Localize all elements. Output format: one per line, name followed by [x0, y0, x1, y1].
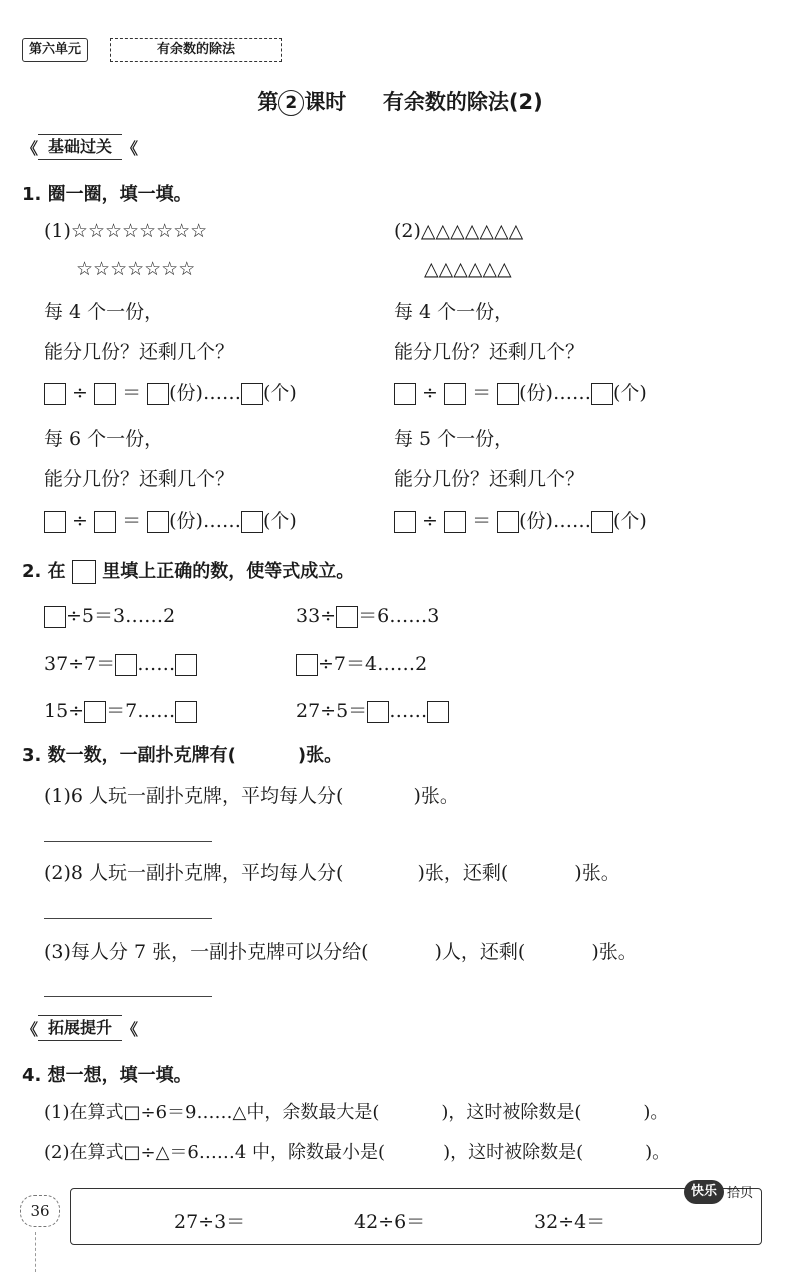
answer-box[interactable]	[591, 383, 613, 405]
q4-part1: (1)在算式□÷6＝9……△中，余数最大是( )，这时被除数是( )。	[44, 1102, 669, 1123]
q1-right-ask-b: 能分几份？还剩几个？	[394, 468, 585, 490]
topic-label: 有余数的除法	[110, 38, 282, 62]
answer-box[interactable]	[241, 511, 263, 533]
answer-box[interactable]	[444, 383, 466, 405]
q2-row3-right: 27÷5＝ ……	[296, 696, 449, 723]
q2-row2-right: ÷7＝4……2	[296, 649, 427, 676]
answer-box[interactable]	[44, 511, 66, 533]
q1-title: 1. 圈一圈，填一填。	[22, 184, 192, 205]
answer-line[interactable]	[44, 841, 212, 842]
answer-box[interactable]	[296, 654, 318, 676]
footer-expr-2: 42÷6＝	[354, 1211, 426, 1233]
answer-line[interactable]	[44, 918, 212, 919]
q1-left-ask-b: 能分几份？还剩几个？	[44, 468, 235, 490]
q2-row2-left: 37÷7＝ ……	[44, 649, 197, 676]
q1-right-each-b: 每 5 个一份，	[394, 428, 514, 450]
decorative-dots	[35, 1232, 36, 1272]
q1-left-eq-a: ÷ ＝ (份)…… (个)	[44, 378, 297, 405]
section-basic: 《 基础过关 《	[22, 134, 138, 160]
logo-badge: 快乐	[684, 1180, 724, 1204]
answer-box[interactable]	[94, 383, 116, 405]
q1-left-ask-a: 能分几份？还剩几个？	[44, 341, 235, 363]
q2-title: 2. 在 里填上正确的数，使等式成立。	[22, 561, 355, 582]
answer-box[interactable]	[241, 383, 263, 405]
page-number: 36	[20, 1195, 60, 1227]
q2-row1-left: ÷5＝3……2	[44, 601, 175, 628]
q1-left-stars-row2: ☆☆☆☆☆☆☆	[76, 258, 196, 280]
logo-text: 拾贝	[727, 1186, 754, 1201]
answer-box[interactable]	[44, 383, 66, 405]
unit-label: 第六单元	[22, 38, 88, 62]
answer-box[interactable]	[394, 383, 416, 405]
q1-left-each-a: 每 4 个一份，	[44, 301, 164, 323]
q1-right-triangles-row1: (2)△△△△△△△	[394, 220, 524, 242]
q1-right-eq-a: ÷ ＝ (份)…… (个)	[394, 378, 647, 405]
page-title: 第 2 课时 有余数的除法(2)	[257, 90, 543, 114]
answer-box[interactable]	[147, 511, 169, 533]
answer-box[interactable]	[444, 511, 466, 533]
lesson-number: 2	[278, 90, 304, 116]
q1-right-ask-a: 能分几份？还剩几个？	[394, 341, 585, 363]
answer-box[interactable]	[497, 383, 519, 405]
answer-box[interactable]	[367, 701, 389, 723]
q3-part1: (1)6 人玩一副扑克牌，平均每人分( )张。	[44, 785, 459, 807]
q1-right-eq-b: ÷ ＝ (份)…… (个)	[394, 506, 647, 533]
answer-box[interactable]	[84, 701, 106, 723]
q3-title: 3. 数一数，一副扑克牌有( )张。	[22, 745, 343, 766]
answer-box[interactable]	[147, 383, 169, 405]
answer-box[interactable]	[336, 606, 358, 628]
sample-box	[72, 560, 96, 584]
lesson-name: 有余数的除法(2)	[382, 90, 543, 114]
answer-box[interactable]	[115, 654, 137, 676]
section-extend: 《 拓展提升 《	[22, 1015, 138, 1041]
q1-left-stars-row1: (1)☆☆☆☆☆☆☆☆	[44, 220, 208, 242]
q1-right-each-a: 每 4 个一份，	[394, 301, 514, 323]
q3-part3: (3)每人分 7 张，一副扑克牌可以分给( )人，还剩( )张。	[44, 941, 637, 963]
answer-box[interactable]	[497, 511, 519, 533]
answer-box[interactable]	[175, 654, 197, 676]
q3-part2: (2)8 人玩一副扑克牌，平均每人分( )张，还剩( )张。	[44, 862, 620, 884]
answer-box[interactable]	[394, 511, 416, 533]
q2-row3-left: 15÷ ＝7……	[44, 696, 197, 723]
q1-right-triangles-row2: △△△△△△	[424, 258, 512, 280]
q2-row1-right: 33÷ ＝6……3	[296, 605, 440, 627]
answer-line[interactable]	[44, 996, 212, 997]
q1-left-eq-b: ÷ ＝ (份)…… (个)	[44, 506, 297, 533]
footer-expr-3: 32÷4＝	[534, 1211, 606, 1233]
answer-box[interactable]	[94, 511, 116, 533]
answer-box[interactable]	[44, 606, 66, 628]
q4-part2: (2)在算式□÷△＝6……4 中，除数最小是( )，这时被除数是( )。	[44, 1142, 671, 1163]
q4-title: 4. 想一想，填一填。	[22, 1065, 192, 1086]
q1-left-each-b: 每 6 个一份，	[44, 428, 164, 450]
answer-box[interactable]	[427, 701, 449, 723]
answer-box[interactable]	[175, 701, 197, 723]
answer-box[interactable]	[591, 511, 613, 533]
footer-expr-1: 27÷3＝	[174, 1211, 246, 1233]
